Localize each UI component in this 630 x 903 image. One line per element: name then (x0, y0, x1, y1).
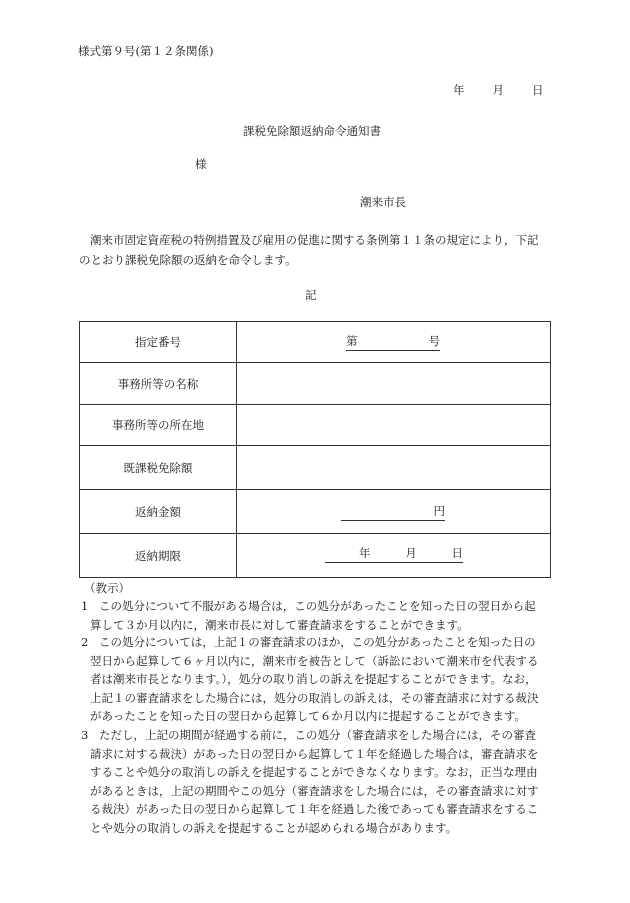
value-office-address (237, 405, 551, 446)
table-row-deadline (80, 534, 551, 578)
body-line-2: のとおり課税免除額の返納を命令します。 (79, 253, 297, 267)
document-title: 課税免除額返納命令通知書 (243, 124, 381, 138)
value-office-name (237, 363, 551, 405)
label-office-name: 事務所等の名称 (80, 363, 237, 405)
addressee-suffix: 様 (195, 157, 207, 171)
instruction-line: 上記１の審査請求をした場合には，処分の取消しの訴えは，その審査請求に対する裁決 (90, 690, 539, 705)
date-month: 月 (492, 83, 504, 97)
date-line (453, 82, 544, 98)
instruction-item-2 (79, 633, 559, 726)
deadline-year: 年 (359, 545, 371, 560)
label-designation-number: 指定番号 (80, 322, 237, 363)
yen-unit: 円 (433, 503, 445, 518)
designation-prefix: 第 (346, 334, 358, 348)
body-line-1: 潮来市固定資産税の特例措置及び雇用の促進に関する条例第１１条の規定により，下記 (90, 233, 539, 247)
designation-suffix: 号 (428, 334, 440, 348)
instruction-line: この処分については，上記１の審査請求のほか，この処分があったことを知った日の (99, 635, 536, 649)
instruction-line: することや処分の取消しの訴えを提起することができなくなります。なお，正当な理由 (90, 765, 538, 779)
instruction-line: があるときは，上記の期間やこの処分（審査請求をした場合には，その審査請求に対す (90, 783, 539, 798)
table-row-designation (80, 322, 551, 363)
deadline-underline (325, 547, 463, 563)
instruction-number: 1 (81, 599, 89, 613)
instruction-line: 者は潮来市長となります。），処分の取り消しの訴えを提起することができます。なお， (90, 672, 537, 686)
label-return-amount: 返納金額 (80, 490, 237, 534)
info-table (79, 321, 551, 578)
table-row-return-amount (80, 490, 551, 534)
deadline-month: 月 (405, 545, 417, 560)
instruction-number: 3 (81, 728, 89, 742)
instruction-number: 2 (81, 635, 89, 649)
instruction-line: この処分について不服がある場合は，この処分があったことを知った日の翌日から起 (99, 599, 536, 613)
instructions-heading: （教示） (84, 581, 130, 595)
form-number: 様式第９号(第１２条関係) (78, 44, 214, 58)
instruction-line: 算して３か月以内に，潮来市長に対して審査請求をすることができます。 (90, 617, 469, 632)
instruction-line: とや処分の取消しの訴えを提起することが認められる場合があります。 (90, 820, 458, 835)
instruction-line: 請求に対する裁決）があった日の翌日から起算して１年を経過した場合は，審査請求を (90, 746, 539, 761)
table-row-office-name (80, 363, 551, 405)
designation-number-underline (346, 333, 440, 351)
value-exempted-amount (237, 446, 551, 490)
label-deadline: 返納期限 (80, 534, 237, 578)
return-amount-underline (341, 503, 445, 521)
label-exempted-amount: 既課税免除額 (80, 446, 237, 490)
instruction-item-1 (79, 597, 559, 634)
issuer: 潮来市長 (360, 195, 406, 209)
label-office-address: 事務所等の所在地 (80, 405, 237, 446)
date-year: 年 (453, 83, 465, 97)
deadline-day: 日 (451, 545, 463, 560)
table-row-exempted-amount (80, 446, 551, 490)
date-day: 日 (532, 83, 544, 97)
table-row-office-address (80, 405, 551, 446)
instruction-line: があったことを知った日の翌日から起算して６か月以内に提起することができます。 (90, 709, 526, 723)
instruction-item-3 (79, 726, 559, 837)
body-text (79, 230, 549, 270)
instruction-line: る裁決）があった日の翌日から起算して１年を経過した後であっても審査請求をするこ (90, 802, 539, 816)
value-return-amount (237, 490, 551, 534)
instruction-line: ただし，上記の期間が経過する前に，この処分（審査請求をした場合には，その審査 (99, 728, 536, 742)
value-deadline (237, 534, 551, 578)
ki-marker: 記 (305, 288, 317, 302)
value-designation-number (237, 322, 551, 363)
instruction-line: 翌日から起算して６ヶ月以内に，潮来市を被告として（訴訟において潮来市を代表する (90, 653, 539, 668)
